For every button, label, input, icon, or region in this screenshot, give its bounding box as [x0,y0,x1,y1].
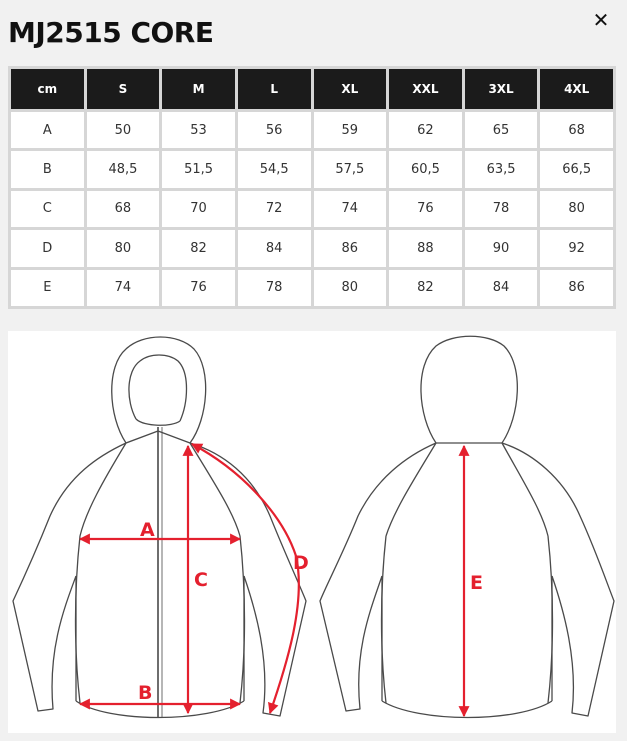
table-cell: 70 [162,191,235,227]
close-icon[interactable]: ✕ [592,8,610,32]
measure-c-label: C [194,569,208,591]
table-cell: 59 [314,112,387,148]
measurement-arrows [80,444,464,716]
table-cell: 74 [314,191,387,227]
column-header: L [238,69,311,109]
table-cell: 82 [389,270,462,306]
size-chart-table [8,66,616,309]
jacket-diagram-svg [8,331,616,733]
measure-a-label: A [140,519,155,541]
table-cell: 76 [389,191,462,227]
table-cell: 51,5 [162,151,235,187]
table-cell: 86 [314,230,387,266]
measure-e-label: E [470,572,483,594]
table-row [11,112,613,148]
table-cell: 72 [238,191,311,227]
column-header: cm [11,69,84,109]
table-cell: 56 [238,112,311,148]
table-cell: 80 [314,270,387,306]
table-cell: 66,5 [540,151,613,187]
table-cell: 78 [238,270,311,306]
table-header-row [11,69,613,109]
row-label: D [11,230,84,266]
column-header: M [162,69,235,109]
table-cell: 74 [87,270,160,306]
table-cell: 50 [87,112,160,148]
table-cell: 65 [465,112,538,148]
table-cell: 82 [162,230,235,266]
column-header: S [87,69,160,109]
table-row [11,151,613,187]
measurement-diagram [8,331,616,733]
table-cell: 60,5 [389,151,462,187]
table-row [11,270,613,306]
table-cell: 76 [162,270,235,306]
table-cell: 80 [87,230,160,266]
row-label: C [11,191,84,227]
table-cell: 63,5 [465,151,538,187]
table-row [11,191,613,227]
table-cell: 86 [540,270,613,306]
measure-d-label: D [293,552,309,574]
table-cell: 62 [389,112,462,148]
jacket-front-drawing [13,337,306,718]
column-header: XXL [389,69,462,109]
row-label: B [11,151,84,187]
table-cell: 53 [162,112,235,148]
table-row [11,230,613,266]
table-cell: 78 [465,191,538,227]
jacket-back-drawing [320,336,614,717]
table-cell: 68 [87,191,160,227]
page-title: MJ2515 CORE [8,16,214,49]
table-cell: 54,5 [238,151,311,187]
table-cell: 90 [465,230,538,266]
row-label: E [11,270,84,306]
table-cell: 68 [540,112,613,148]
column-header: 3XL [465,69,538,109]
table-cell: 84 [238,230,311,266]
table-cell: 88 [389,230,462,266]
column-header: 4XL [540,69,613,109]
table-cell: 92 [540,230,613,266]
measure-b-label: B [138,682,153,704]
row-label: A [11,112,84,148]
table-cell: 84 [465,270,538,306]
table-cell: 57,5 [314,151,387,187]
table-cell: 48,5 [87,151,160,187]
table-cell: 80 [540,191,613,227]
column-header: XL [314,69,387,109]
